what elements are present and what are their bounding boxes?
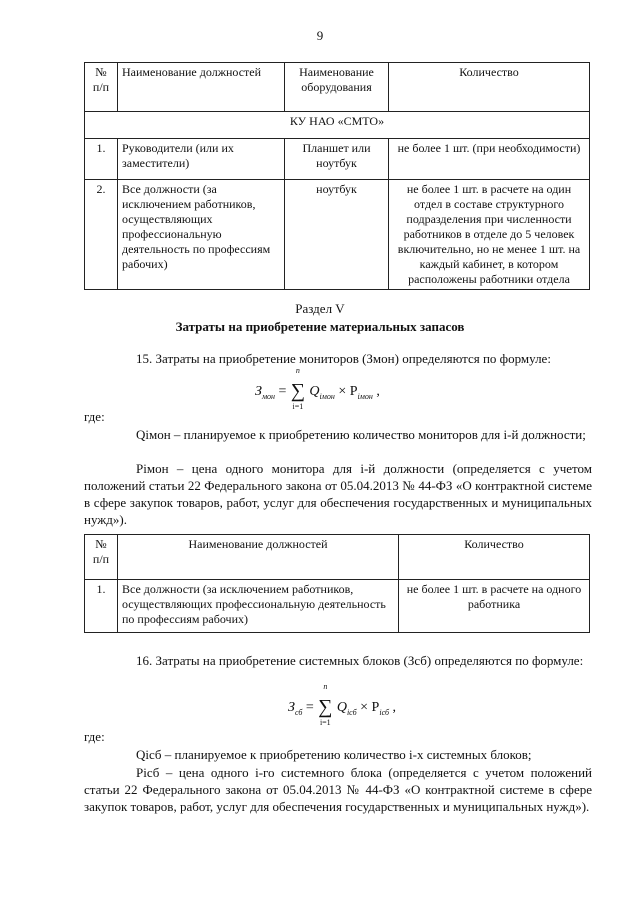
header-position: Наименование должностей — [118, 535, 399, 580]
header-number: № п/п — [85, 63, 118, 112]
item15-where: где: — [84, 409, 105, 424]
row-position: Все должности (за исключением работников, осуществляющих профессиональную деятельность по профессиям рабочих) — [118, 180, 285, 290]
formula-p: P — [371, 700, 380, 715]
org-name: КУ НАО «СМТО» — [85, 112, 590, 139]
header-position: Наименование должностей — [118, 63, 285, 112]
formula-p-sub: iмон — [357, 391, 373, 401]
formula-tail: , — [392, 700, 397, 715]
formula-p: P — [349, 384, 358, 399]
system-unit-formula: $З_{сб}$ = n ∑ i=1 $Q_{iсб} \times P_{iсб}$ , — [288, 682, 397, 727]
item15-def-p: Piмон – цена одного монитора для i-й должности (определяется с учетом положений статьи 22 Федерального закона от 05.04.2013 № 44-ФЗ «О контрактной системе в сфере закупок товаров, работ, услуг для обеспечения государственных и муниципальных нужд»). — [84, 461, 592, 527]
section-number: Раздел V — [295, 301, 345, 316]
item16-where: где: — [84, 729, 105, 744]
sum-lower: i=1 — [292, 402, 304, 411]
equipment-table — [84, 62, 590, 290]
formula-q-sub: iмон — [319, 391, 335, 401]
formula-lhs: З — [288, 700, 295, 715]
header-quantity: Количество — [399, 535, 590, 580]
item15-intro: 15. Затраты на приобретение мониторов (Змон) определяются по формуле: — [136, 351, 551, 366]
table-row — [85, 580, 590, 633]
header-equipment: Наименование оборудования — [285, 63, 389, 112]
row-equipment: Планшет или ноутбук — [285, 139, 389, 180]
sum-lower: i=1 — [319, 718, 331, 727]
row-number: 1. — [85, 580, 118, 633]
item16-def-p: Piсб – цена одного i-го системного блока (определяется с учетом положений статьи 22 Федерального закона от 05.04.2013 № 44-ФЗ «О контрактной системе в сфере закупок товаров, работ, услуг для обеспечения государственных и муниципальных нужд»). — [84, 765, 592, 814]
formula-q: Q — [309, 384, 320, 399]
header-quantity: Количество — [389, 63, 590, 112]
row-number: 2. — [85, 180, 118, 290]
monitor-table — [84, 534, 590, 633]
table-row — [85, 139, 590, 180]
item16-def-q: Qiсб – планируемое к приобретению количество i-х системных блоков; — [136, 747, 532, 762]
row-quantity: не более 1 шт. в расчете на одного работника — [399, 580, 590, 633]
sum-upper: n — [295, 366, 300, 375]
table-header-row — [85, 535, 590, 580]
formula-p-sub: iсб — [379, 707, 390, 717]
formula-times: × — [360, 700, 369, 715]
formula-lhs-sub: сб — [294, 707, 303, 717]
monitor-formula: $З_{мон}$ = n ∑ i=1 $Q_{iмон} \times P_{iмон}$ , — [255, 366, 380, 411]
item15-def-q: Qiмон – планируемое к приобретению количество мониторов для i-й должности; — [136, 427, 586, 442]
section-title: Затраты на приобретение материальных запасов — [175, 319, 465, 334]
sum-symbol: n ∑ i=1 — [318, 682, 333, 727]
formula-lhs-sub: мон — [261, 391, 276, 401]
row-equipment: ноутбук — [285, 180, 389, 290]
table-header-row — [85, 63, 590, 112]
header-number: № п/п — [85, 535, 118, 580]
row-position: Руководители (или их заместители) — [118, 139, 285, 180]
row-number: 1. — [85, 139, 118, 180]
formula-times: × — [338, 384, 347, 399]
formula-q: Q — [336, 700, 347, 715]
sum-upper: n — [323, 682, 328, 691]
table-row — [85, 180, 590, 290]
formula-tail: , — [376, 384, 380, 399]
page-number: 9 — [316, 28, 324, 43]
item16-intro: 16. Затраты на приобретение системных блоков (Зсб) определяются по формуле: — [136, 653, 584, 668]
row-quantity: не более 1 шт. в расчете на один отдел в составе структурного подразделения при численности работников в отделе до 5 человек включительно, но не менее 1 шт. на каждый кабинет, в котором расположены работники отдела — [389, 180, 590, 290]
sum-symbol: n ∑ i=1 — [290, 366, 306, 411]
org-row — [85, 112, 590, 139]
formula-lhs: З — [255, 384, 262, 399]
row-quantity: не более 1 шт. (при необходимости) — [389, 139, 590, 180]
formula-q-sub: iсб — [346, 707, 357, 717]
row-position: Все должности (за исключением работников, осуществляющих профессиональную деятельность по профессиям рабочих) — [118, 580, 399, 633]
